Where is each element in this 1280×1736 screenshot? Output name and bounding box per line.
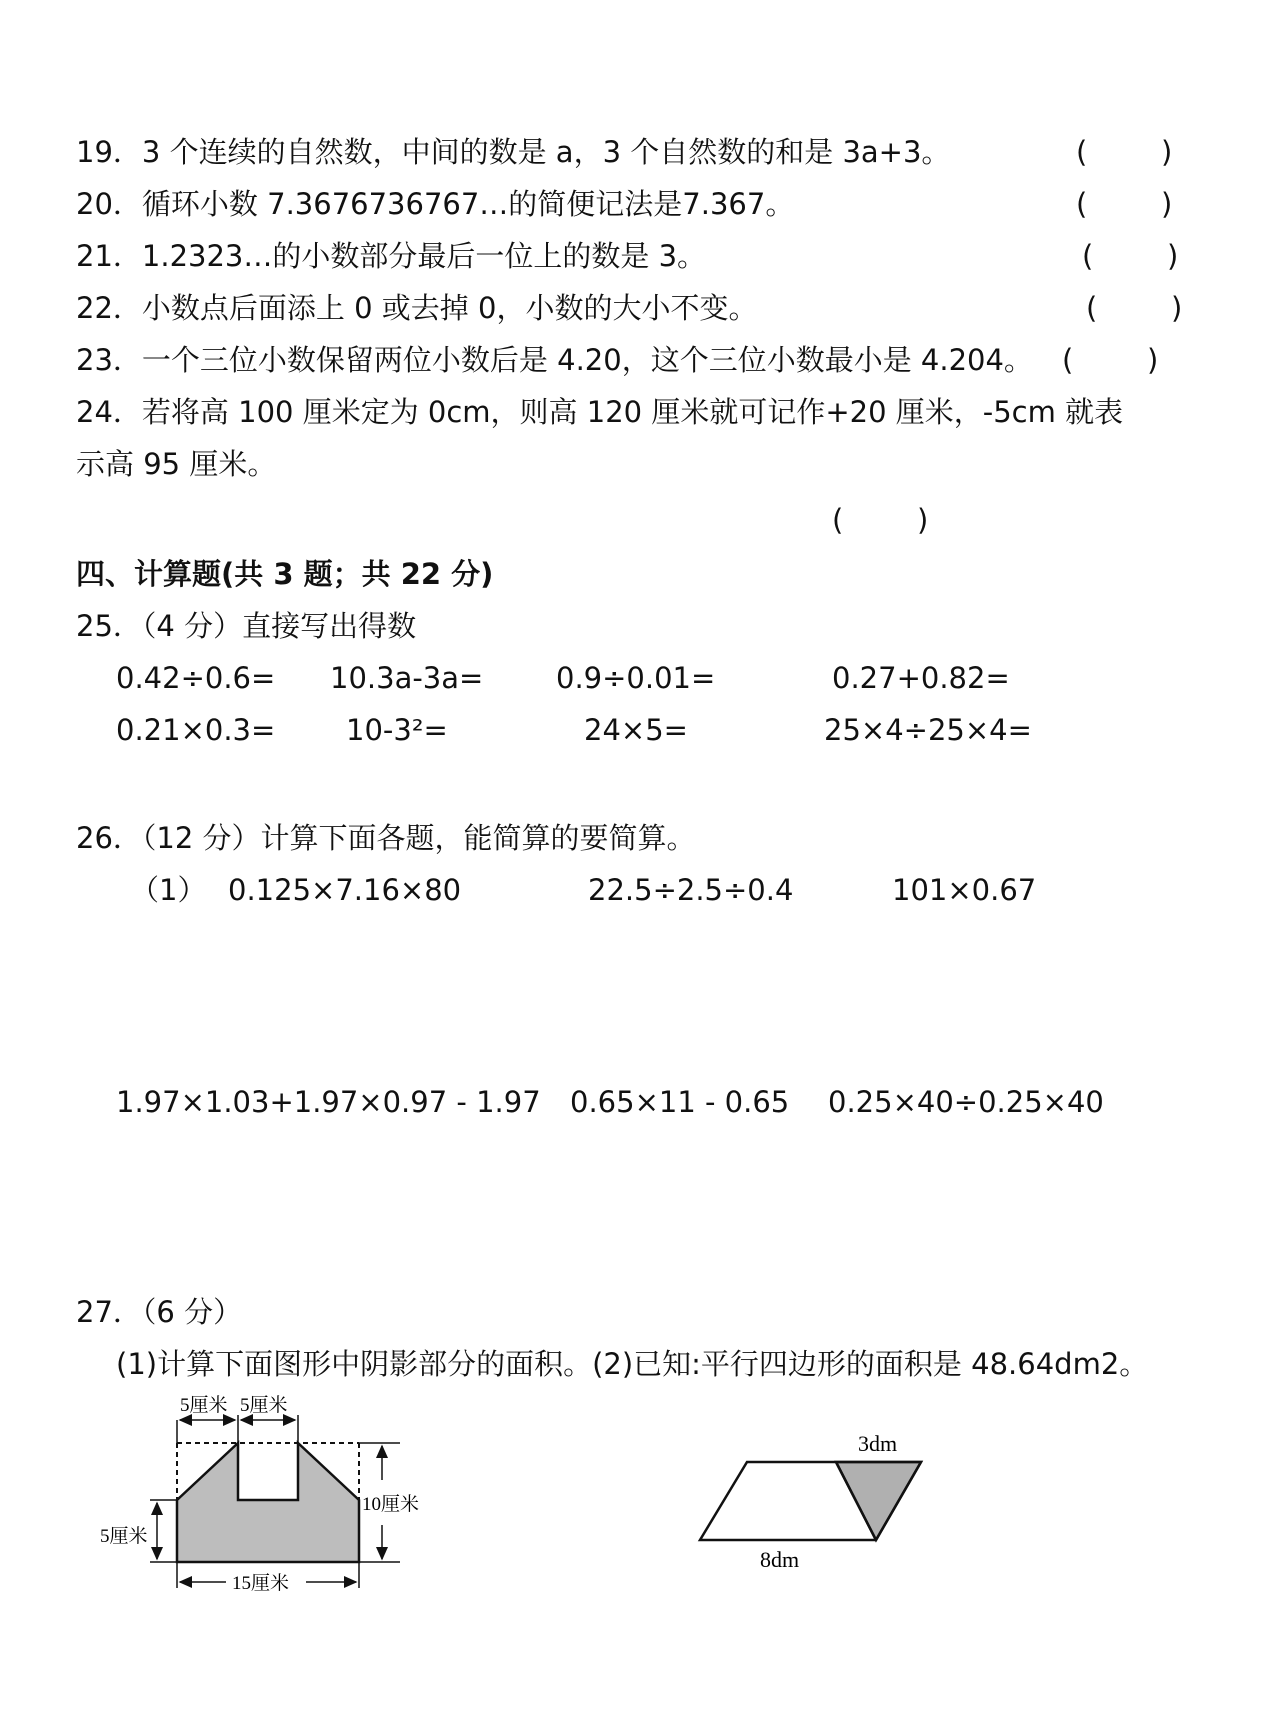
label-top: 3dm	[858, 1431, 898, 1456]
q27-heading: 27．（6 分）	[76, 1295, 243, 1329]
question-23	[76, 342, 1033, 378]
answer-paren-24[interactable]: ( )	[832, 503, 929, 537]
q27-description: (1)计算下面图形中阴影部分的面积。(2)已知:平行四边形的面积是 48.64dm2。	[116, 1347, 1149, 1381]
question-text: 3 个连续的自然数，中间的数是 a，3 个自然数的和是 3a+3。	[141, 135, 951, 169]
q25-item: 0.21×0.3=	[116, 713, 276, 747]
q25-item: 10-3²=	[346, 713, 448, 747]
q25-item: 0.42÷0.6=	[116, 661, 276, 695]
question-24-continued: 示高 95 厘米。	[76, 447, 277, 481]
question-text: 1.2323…的小数部分最后一位上的数是 3。	[141, 239, 707, 273]
label-bottom: 8dm	[760, 1547, 800, 1570]
label-top-right: 5厘米	[240, 1395, 288, 1416]
q26-expression: 0.65×11 - 0.65	[570, 1085, 790, 1119]
question-text: 循环小数 7.3676736767…的简便记法是7.367。	[141, 187, 795, 221]
question-22	[76, 290, 757, 326]
q25-item: 0.27+0.82=	[832, 661, 1010, 695]
question-text: 若将高 100 厘米定为 0cm，则高 120 厘米就可记作+20 厘米，-5cm 就表	[141, 395, 1124, 429]
question-21	[76, 238, 706, 274]
question-number: 20．	[76, 187, 142, 221]
q26-expression: 0.125×7.16×80	[228, 873, 462, 907]
question-24	[76, 394, 1123, 430]
q25-item: 25×4÷25×4=	[824, 713, 1032, 747]
q25-item: 0.9÷0.01=	[556, 661, 716, 695]
label-top-left: 5厘米	[180, 1395, 228, 1416]
answer-paren-22[interactable]: ( )	[1086, 291, 1183, 325]
question-19	[76, 134, 950, 170]
label-left: 5厘米	[100, 1526, 148, 1547]
label-right: 10厘米	[362, 1494, 420, 1515]
q26-expression: 22.5÷2.5÷0.4	[588, 873, 794, 907]
answer-paren-20[interactable]: ( )	[1076, 187, 1173, 221]
figure-parallelogram	[680, 1400, 960, 1570]
question-number: 23．	[76, 343, 142, 377]
label-bottom: 15厘米	[232, 1573, 290, 1594]
question-number: 21．	[76, 239, 142, 273]
answer-paren-23[interactable]: ( )	[1062, 343, 1159, 377]
question-text: 一个三位小数保留两位小数后是 4.20，这个三位小数最小是 4.204。	[141, 343, 1033, 377]
question-number: 19．	[76, 135, 142, 169]
q25-item: 24×5=	[584, 713, 688, 747]
section-title: 四、计算题(共 3 题；共 22 分)	[76, 557, 494, 591]
q25-heading: 25．（4 分）直接写出得数	[76, 609, 417, 643]
question-number: 24．	[76, 395, 142, 429]
q26-expression: 1.97×1.03+1.97×0.97 - 1.97	[116, 1085, 541, 1119]
question-20	[76, 186, 794, 222]
q25-item: 10.3a-3a=	[330, 661, 484, 695]
q26-expression: 101×0.67	[892, 873, 1037, 907]
figure-shaded-area	[100, 1380, 460, 1600]
answer-paren-21[interactable]: ( )	[1082, 239, 1179, 273]
answer-paren-19[interactable]: ( )	[1076, 135, 1173, 169]
q26-label: （1）	[130, 873, 207, 907]
q26-expression: 0.25×40÷0.25×40	[828, 1085, 1104, 1119]
question-number: 22．	[76, 291, 142, 325]
question-text: 小数点后面添上 0 或去掉 0，小数的大小不变。	[141, 291, 758, 325]
q26-heading: 26．（12 分）计算下面各题，能简算的要简算。	[76, 821, 696, 855]
